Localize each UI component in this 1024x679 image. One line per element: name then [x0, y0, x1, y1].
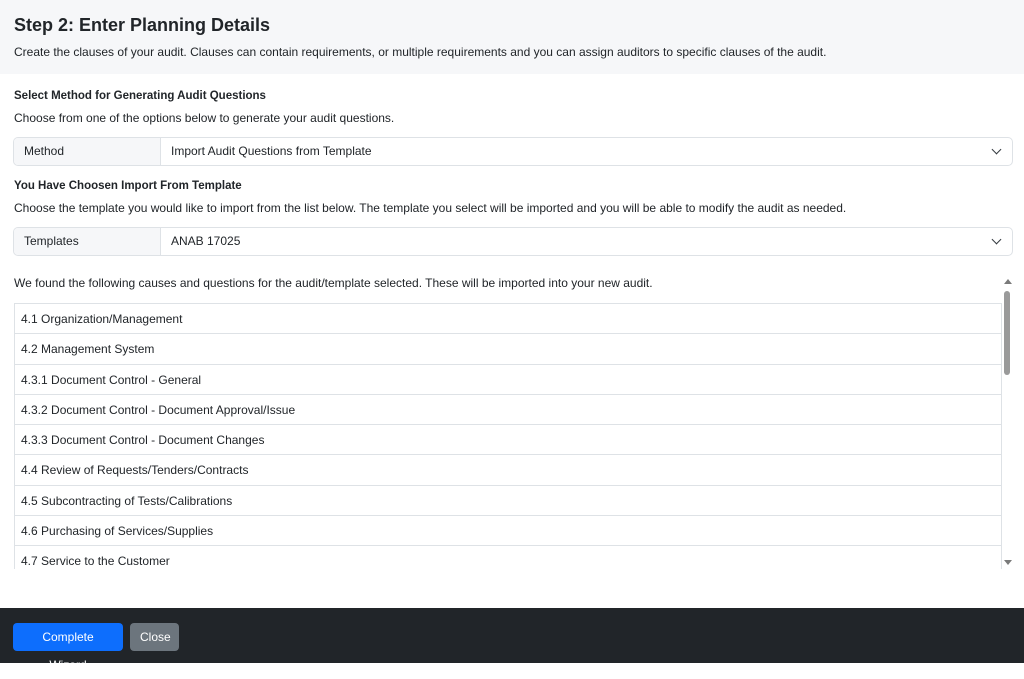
template-section-description: Choose the template you would like to import from the list below. The template you select will be imported and you will be able to modify the audit as needed. — [14, 201, 847, 215]
wizard-header — [0, 0, 1024, 74]
list-item: 4.1 Organization/Management — [14, 304, 1002, 334]
found-clauses-text: We found the following causes and questions for the audit/template selected. These will be imported into your new audit. — [14, 276, 653, 290]
list-item: 4.7 Service to the Customer — [14, 546, 1002, 569]
list-item: 4.5 Subcontracting of Tests/Calibrations — [14, 486, 1002, 516]
list-item: 4.3.3 Document Control - Document Changes — [14, 425, 1002, 455]
templates-label: Templates — [14, 228, 161, 255]
templates-select-value: ANAB 17025 — [171, 234, 241, 248]
templates-input-group — [13, 227, 1013, 256]
list-item: 4.3.1 Document Control - General — [14, 365, 1002, 395]
scroll-down-arrow-icon[interactable] — [1004, 560, 1012, 565]
clause-list — [14, 303, 1002, 569]
method-select-value: Import Audit Questions from Template — [171, 144, 372, 158]
scroll-thumb[interactable] — [1004, 291, 1010, 375]
list-item: 4.6 Purchasing of Services/Supplies — [14, 516, 1002, 546]
method-label: Method — [14, 138, 161, 165]
list-item: 4.3.2 Document Control - Document Approval/Issue — [14, 395, 1002, 425]
templates-select[interactable] — [161, 228, 1012, 255]
wizard-footer — [0, 608, 1024, 672]
method-input-group — [13, 137, 1013, 166]
template-section-title: You Have Choosen Import From Template — [14, 180, 242, 192]
list-item: 4.2 Management System — [14, 334, 1002, 364]
page-title: Step 2: Enter Planning Details — [14, 15, 271, 35]
page-description: Create the clauses of your audit. Clauses can contain requirements, or multiple requirements and you can assign auditors to specific clauses of the audit. — [14, 45, 827, 59]
scroll-up-arrow-icon[interactable] — [1004, 279, 1012, 284]
method-section-description: Choose from one of the options below to generate your audit questions. — [14, 111, 395, 125]
method-section-title: Select Method for Generating Audit Questions — [14, 90, 266, 102]
list-item: 4.4 Review of Requests/Tenders/Contracts — [14, 455, 1002, 485]
method-select[interactable] — [161, 138, 1012, 165]
chevron-down-icon — [992, 235, 1002, 245]
clause-list-scrollbar[interactable] — [1002, 276, 1014, 569]
chevron-down-icon — [992, 145, 1002, 155]
close-button[interactable]: Close — [130, 623, 179, 651]
complete-wizard-button[interactable]: Complete Wizard — [13, 623, 123, 651]
